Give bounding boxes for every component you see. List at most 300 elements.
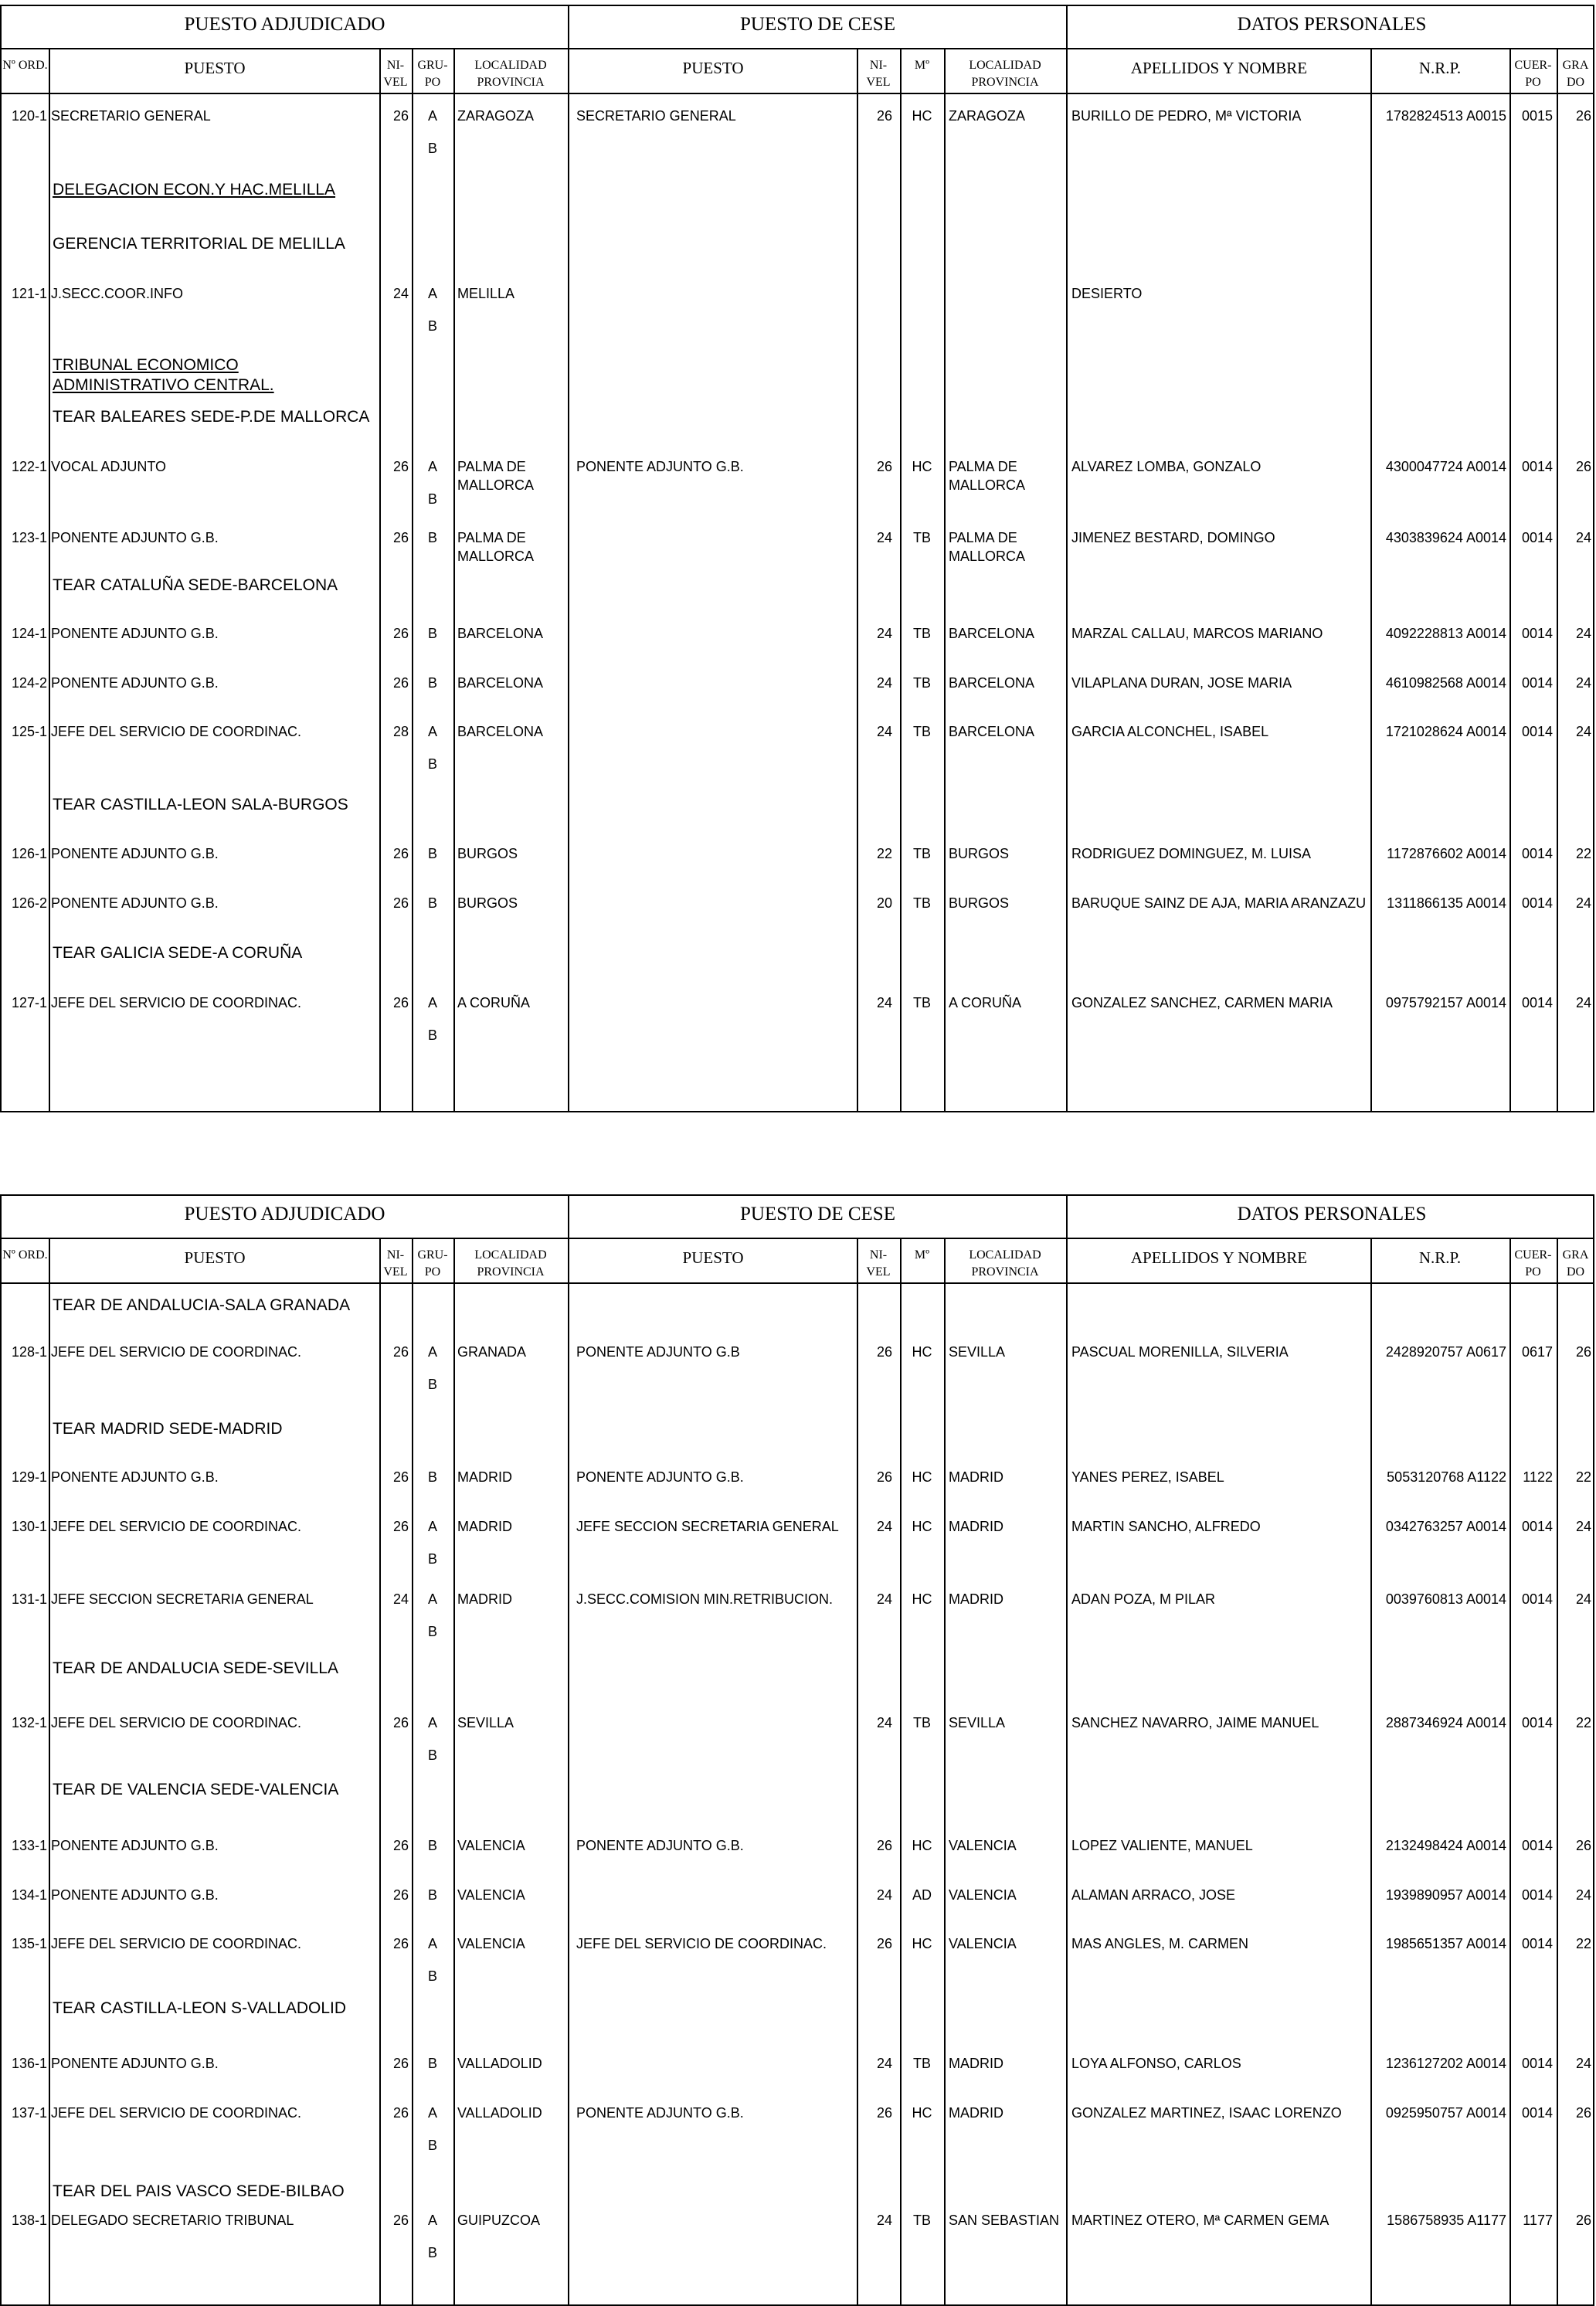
cell-grupo-secondary: B [427,141,437,156]
cell-ord: 137-1 [11,2105,47,2121]
cell-modo: AD [912,1887,932,1903]
cell-localidad: MELILLA [457,286,515,301]
cell-puesto: JEFE DEL SERVICIO DE COORDINAC. [51,1715,302,1730]
cell-ord: 123-1 [11,530,47,545]
table-page-2 [0,1194,1594,2306]
section-heading: DELEGACION ECON.Y HAC.MELILLA [53,181,336,199]
col-header-nivel: NI- VEL [383,1248,408,1279]
col-header-cese-localidad: LOCALIDAD PROVINCIA [969,1248,1041,1279]
cell-localidad: VALLADOLID [457,2105,542,2121]
cell-grupo-secondary: B [427,2245,437,2260]
column-divider [857,48,858,1112]
cell-nrp: 4610982568 A0014 [1385,675,1506,691]
cell-localidad: A CORUÑA [457,995,531,1010]
cell-grupo: A [427,1936,437,1951]
cell-nombre: DESIERTO [1071,286,1143,301]
cell-cese-nivel: 26 [876,108,892,124]
cell-nombre: ALAMAN ARRACO, JOSE [1071,1887,1236,1903]
col-header-grado: GRA DO [1562,1248,1589,1279]
cell-cese-nivel: 24 [876,724,892,739]
cell-cuerpo: 0014 [1521,1591,1553,1607]
column-divider [900,48,902,1112]
cell-grado: 24 [1575,995,1591,1010]
col-header-nrp: N.R.P. [1418,1248,1462,1267]
cell-nivel: 24 [392,1591,409,1607]
cell-nivel: 26 [392,1519,409,1534]
cell-cese-nivel: 26 [876,1344,892,1360]
cell-grupo-secondary: B [427,756,437,772]
cell-puesto: PONENTE ADJUNTO G.B. [51,626,219,641]
cell-grupo: A [427,1591,437,1607]
cell-cese-nivel: 22 [876,846,892,861]
cell-localidad: BURGOS [457,846,518,861]
col-header-puesto: PUESTO [184,59,246,77]
cell-ord: 120-1 [11,108,47,124]
cell-cese-nivel: 24 [876,626,892,641]
cell-cese-localidad: SEVILLA [949,1344,1006,1360]
cell-puesto: JEFE DEL SERVICIO DE COORDINAC. [51,2105,302,2121]
cell-grado: 24 [1575,895,1591,911]
cell-puesto: JEFE DEL SERVICIO DE COORDINAC. [51,1344,302,1360]
cell-puesto: JEFE DEL SERVICIO DE COORDINAC. [51,1936,302,1951]
column-divider [49,1238,50,2306]
column-divider [412,48,413,1112]
cell-cese-nivel: 24 [876,995,892,1010]
cell-cese-localidad: VALENCIA [949,1887,1017,1903]
cell-cese-localidad: A CORUÑA [949,995,1022,1010]
cell-cese-localidad: BARCELONA [949,724,1035,739]
cell-cese-nivel: 26 [876,459,892,474]
cell-grado: 24 [1575,530,1591,545]
cell-cese-nivel: 26 [876,1936,892,1951]
cell-cese-nivel: 24 [876,1591,892,1607]
cell-nivel: 26 [392,108,409,124]
cell-cese-localidad: SAN SEBASTIAN [949,2213,1060,2228]
cell-nombre: BARUQUE SAINZ DE AJA, MARIA ARANZAZU [1071,895,1367,911]
cell-grado: 24 [1575,724,1591,739]
cell-nrp: 0925950757 A0014 [1385,2105,1506,2121]
cell-puesto: PONENTE ADJUNTO G.B. [51,530,219,545]
cell-grupo: A [427,459,437,474]
cell-grupo-secondary: B [427,1377,437,1392]
column-divider [1370,1238,1372,2306]
cell-nivel: 28 [392,724,409,739]
cell-cese-localidad: BARCELONA [949,626,1035,641]
cell-nivel: 26 [392,626,409,641]
cell-cese-nivel: 24 [876,530,892,545]
cell-grado: 22 [1575,1715,1591,1730]
cell-cese-nivel: 26 [876,2105,892,2121]
cell-nombre: MARTIN SANCHO, ALFREDO [1071,1519,1261,1534]
cell-cese-puesto: PONENTE ADJUNTO G.B. [576,1838,744,1853]
cell-nivel: 26 [392,1469,409,1485]
cell-nrp: 0975792157 A0014 [1385,995,1506,1010]
section-heading: TEAR DE VALENCIA SEDE-VALENCIA [53,1781,339,1798]
col-header-grado: GRA DO [1562,59,1589,89]
cell-grupo: A [427,1715,437,1730]
cell-nombre: MARTINEZ OTERO, Mª CARMEN GEMA [1071,2213,1329,2228]
cell-ord: 138-1 [11,2213,47,2228]
cell-nombre: ALVAREZ LOMBA, GONZALO [1071,459,1262,474]
col-header-localidad: LOCALIDAD PROVINCIA [474,1248,547,1279]
cell-nrp: 1782824513 A0015 [1385,108,1506,124]
cell-cese-localidad: MADRID [949,1519,1003,1534]
group-header-puesto-de-cese: PUESTO DE CESE [740,14,895,35]
cell-modo: HC [912,1344,932,1360]
cell-puesto: J.SECC.COOR.INFO [51,286,184,301]
cell-puesto: JEFE DEL SERVICIO DE COORDINAC. [51,1519,302,1534]
cell-grupo: A [427,995,437,1010]
cell-ord: 127-1 [11,995,47,1010]
cell-cese-nivel: 24 [876,2056,892,2071]
cell-puesto: PONENTE ADJUNTO G.B. [51,1887,219,1903]
cell-ord: 124-1 [11,626,47,641]
cell-cese-puesto: PONENTE ADJUNTO G.B. [576,2105,744,2121]
col-header-grupo: GRU- PO [417,1248,448,1279]
cell-grado: 26 [1575,459,1591,474]
cell-ord: 124-2 [11,675,47,691]
cell-grupo: A [427,108,437,124]
cell-cese-localidad: ZARAGOZA [949,108,1026,124]
cell-nrp: 2132498424 A0014 [1385,1838,1506,1853]
cell-cuerpo: 0014 [1521,675,1553,691]
column-divider [944,1238,946,2306]
section-heading: TEAR CATALUÑA SEDE-BARCELONA [53,576,338,594]
cell-grupo-secondary: B [427,1968,437,1984]
cell-grupo-secondary: B [427,1624,437,1639]
cell-localidad: BARCELONA [457,626,544,641]
cell-grupo: B [427,1469,437,1485]
cell-cese-nivel: 24 [876,2213,892,2228]
cell-nivel: 26 [392,995,409,1010]
cell-ord: 134-1 [11,1887,47,1903]
cell-cese-localidad: MADRID [949,1469,1003,1485]
col-header-apellidos: APELLIDOS Y NOMBRE [1130,1248,1308,1267]
column-divider [857,1238,858,2306]
cell-nivel: 26 [392,895,409,911]
cell-nrp: 1586758935 A1177 [1387,2213,1506,2228]
cell-nombre: GONZALEZ SANCHEZ, CARMEN MARIA [1071,995,1333,1010]
cell-modo: TB [912,846,931,861]
cell-cese-puesto: PONENTE ADJUNTO G.B. [576,1469,744,1485]
header-divider [2,48,1594,49]
col-header-n-ord: Nº ORD. [2,59,48,72]
cell-nombre: GONZALEZ MARTINEZ, ISAAC LORENZO [1071,2105,1342,2121]
column-divider [1370,48,1372,1112]
cell-modo: HC [912,2105,932,2121]
cell-grado: 22 [1575,846,1591,861]
col-header-cese-nivel: NI- VEL [866,59,891,89]
cell-grado: 26 [1575,1838,1591,1853]
col-header-cese-localidad: LOCALIDAD PROVINCIA [969,59,1041,89]
cell-nivel: 26 [392,1887,409,1903]
section-heading: TEAR CASTILLA-LEON S-VALLADOLID [53,1999,347,2017]
cell-puesto: PONENTE ADJUNTO G.B. [51,895,219,911]
cell-modo: HC [912,108,932,124]
cell-grado: 24 [1575,1591,1591,1607]
cell-nivel: 26 [392,1715,409,1730]
cell-nombre: JIMENEZ BESTARD, DOMINGO [1071,530,1275,545]
col-header-modo: Mº [914,1248,930,1262]
cell-cese-localidad: PALMA DE MALLORCA [949,459,1026,493]
cell-nivel: 26 [392,846,409,861]
cell-grado: 22 [1575,1469,1591,1485]
cell-cese-nivel: 24 [876,1887,892,1903]
col-header-cese-puesto: PUESTO [682,1248,744,1267]
cell-grupo: A [427,2105,437,2121]
cell-nombre: MAS ANGLES, M. CARMEN [1071,1936,1249,1951]
section-heading: TEAR DE ANDALUCIA SEDE-SEVILLA [53,1659,338,1677]
cell-cuerpo: 0014 [1521,459,1553,474]
cell-nombre: GARCIA ALCONCHEL, ISABEL [1071,724,1269,739]
cell-modo: TB [912,995,931,1010]
cell-puesto: DELEGADO SECRETARIO TRIBUNAL [51,2213,294,2228]
cell-ord: 128-1 [11,1344,47,1360]
cell-localidad: BARCELONA [457,724,544,739]
cell-grupo: B [427,895,437,911]
cell-nombre: VILAPLANA DURAN, JOSE MARIA [1071,675,1292,691]
cell-ord: 135-1 [11,1936,47,1951]
cell-nrp: 1311866135 A0014 [1387,895,1506,911]
cell-nrp: 0039760813 A0014 [1385,1591,1506,1607]
cell-nivel: 26 [392,675,409,691]
cell-modo: TB [912,2213,931,2228]
cell-puesto: PONENTE ADJUNTO G.B. [51,2056,219,2071]
cell-grupo: B [427,675,437,691]
column-divider [453,1238,455,2306]
column-divider [1066,6,1068,1112]
cell-nrp: 4303839624 A0014 [1385,530,1506,545]
cell-localidad: MADRID [457,1519,512,1534]
cell-grado: 22 [1575,1936,1591,1951]
column-divider [49,48,50,1112]
cell-cuerpo: 0014 [1521,1715,1553,1730]
cell-nivel: 26 [392,2105,409,2121]
cell-grado: 26 [1575,2213,1591,2228]
cell-modo: HC [912,1936,932,1951]
cell-cuerpo: 0014 [1521,2105,1553,2121]
column-divider [944,48,946,1112]
cell-localidad: VALENCIA [457,1838,525,1853]
header-divider [2,1282,1594,1284]
cell-cese-puesto: JEFE SECCION SECRETARIA GENERAL [576,1519,839,1534]
cell-grado: 26 [1575,2105,1591,2121]
cell-nombre: LOYA ALFONSO, CARLOS [1071,2056,1241,2071]
group-header-puesto-de-cese: PUESTO DE CESE [740,1204,895,1224]
cell-grupo: B [427,626,437,641]
cell-nivel: 24 [392,286,409,301]
cell-localidad: MADRID [457,1591,512,1607]
cell-puesto: JEFE DEL SERVICIO DE COORDINAC. [51,724,302,739]
cell-nrp: 1172876602 A0014 [1387,846,1506,861]
cell-ord: 133-1 [11,1838,47,1853]
section-heading: TEAR GALICIA SEDE-A CORUÑA [53,944,303,962]
cell-modo: TB [912,626,931,641]
cell-cese-puesto: SECRETARIO GENERAL [576,108,736,124]
column-divider [379,48,381,1112]
cell-cese-puesto: PONENTE ADJUNTO G.B [576,1344,740,1360]
cell-grupo-secondary: B [427,318,437,334]
cell-cese-localidad: BURGOS [949,846,1010,861]
cell-modo: TB [912,724,931,739]
cell-nrp: 4300047724 A0014 [1385,459,1506,474]
section-heading: TEAR CASTILLA-LEON SALA-BURGOS [53,796,348,813]
cell-nivel: 26 [392,459,409,474]
section-heading: GERENCIA TERRITORIAL DE MELILLA [53,235,345,253]
group-header-puesto-adjudicado: PUESTO ADJUDICADO [184,14,385,35]
col-header-nrp: N.R.P. [1418,59,1462,77]
cell-cuerpo: 0014 [1521,1838,1553,1853]
column-divider [1066,1196,1068,2306]
cell-cese-puesto: JEFE DEL SERVICIO DE COORDINAC. [576,1936,827,1951]
group-header-puesto-adjudicado: PUESTO ADJUDICADO [184,1204,385,1224]
col-header-cese-puesto: PUESTO [682,59,744,77]
cell-cuerpo: 1122 [1523,1469,1553,1485]
cell-grado: 24 [1575,626,1591,641]
cell-grupo-secondary: B [427,1747,437,1763]
group-header-datos-personales: DATOS PERSONALES [1237,1204,1427,1224]
cell-localidad: MADRID [457,1469,512,1485]
cell-cese-localidad: MADRID [949,2105,1003,2121]
cell-grado: 26 [1575,1344,1591,1360]
cell-ord: 122-1 [11,459,47,474]
cell-puesto: PONENTE ADJUNTO G.B. [51,1469,219,1485]
section-heading: TEAR BALEARES SEDE-P.DE MALLORCA [53,408,370,426]
cell-cuerpo: 0617 [1521,1344,1553,1360]
cell-nivel: 26 [392,2056,409,2071]
cell-nivel: 26 [392,1838,409,1853]
cell-ord: 130-1 [11,1519,47,1534]
cell-cese-localidad: VALENCIA [949,1838,1017,1853]
cell-grupo-secondary: B [427,1551,437,1567]
cell-nrp: 4092228813 A0014 [1385,626,1506,641]
cell-ord: 129-1 [11,1469,47,1485]
cell-nombre: BURILLO DE PEDRO, Mª VICTORIA [1071,108,1302,124]
cell-cese-localidad: MADRID [949,1591,1003,1607]
col-header-apellidos: APELLIDOS Y NOMBRE [1130,59,1308,77]
cell-modo: TB [912,895,931,911]
cell-nrp: 1939890957 A0014 [1385,1887,1506,1903]
cell-ord: 126-2 [11,895,47,911]
cell-localidad: PALMA DE MALLORCA [457,530,535,564]
section-heading: TEAR DEL PAIS VASCO SEDE-BILBAO [53,2182,345,2200]
cell-localidad: ZARAGOZA [457,108,535,124]
cell-nombre: ADAN POZA, M PILAR [1071,1591,1216,1607]
column-divider [379,1238,381,2306]
cell-cuerpo: 0014 [1521,1936,1553,1951]
cell-puesto: PONENTE ADJUNTO G.B. [51,846,219,861]
cell-localidad: PALMA DE MALLORCA [457,459,535,493]
cell-cese-puesto: PONENTE ADJUNTO G.B. [576,459,744,474]
cell-cuerpo: 0014 [1521,530,1553,545]
column-divider [1509,1238,1511,2306]
cell-puesto: SECRETARIO GENERAL [51,108,211,124]
section-heading: TEAR DE ANDALUCIA-SALA GRANADA [53,1296,351,1314]
cell-ord: 131-1 [11,1591,47,1607]
column-divider [1509,48,1511,1112]
cell-grupo-secondary: B [427,2138,437,2153]
cell-nivel: 26 [392,1344,409,1360]
cell-nombre: SANCHEZ NAVARRO, JAIME MANUEL [1071,1715,1319,1730]
cell-nombre: YANES PEREZ, ISABEL [1071,1469,1224,1485]
cell-localidad: GRANADA [457,1344,527,1360]
column-divider [1557,1238,1558,2306]
cell-modo: HC [912,459,932,474]
cell-grupo: A [427,1519,437,1534]
cell-cuerpo: 0014 [1521,995,1553,1010]
cell-nrp: 0342763257 A0014 [1385,1519,1506,1534]
cell-localidad: VALENCIA [457,1936,525,1951]
col-header-grupo: GRU- PO [417,59,448,89]
cell-nivel: 26 [392,1936,409,1951]
cell-nivel: 26 [392,530,409,545]
cell-grado: 24 [1575,1887,1591,1903]
cell-nombre: PASCUAL MORENILLA, SILVERIA [1071,1344,1289,1360]
cell-nrp: 2428920757 A0617 [1385,1344,1506,1360]
cell-ord: 132-1 [11,1715,47,1730]
cell-cese-localidad: PALMA DE MALLORCA [949,530,1026,564]
cell-ord: 126-1 [11,846,47,861]
header-divider [2,93,1594,94]
cell-localidad: VALENCIA [457,1887,525,1903]
cell-modo: TB [912,530,931,545]
cell-ord: 121-1 [11,286,47,301]
cell-cese-localidad: SEVILLA [949,1715,1006,1730]
cell-puesto: JEFE DEL SERVICIO DE COORDINAC. [51,995,302,1010]
col-header-modo: Mº [914,59,930,72]
col-header-cuerpo: CUER- PO [1514,1248,1552,1279]
cell-localidad: GUIPUZCOA [457,2213,541,2228]
cell-cese-puesto: J.SECC.COMISION MIN.RETRIBUCION. [576,1591,834,1607]
header-divider [2,1238,1594,1239]
col-header-cese-nivel: NI- VEL [866,1248,891,1279]
cell-localidad: SEVILLA [457,1715,514,1730]
cell-cese-localidad: MADRID [949,2056,1003,2071]
cell-nrp: 5053120768 A1122 [1387,1469,1506,1485]
group-header-datos-personales: DATOS PERSONALES [1237,14,1427,35]
cell-ord: 136-1 [11,2056,47,2071]
cell-nivel: 26 [392,2213,409,2228]
cell-nrp: 1721028624 A0014 [1385,724,1506,739]
cell-cese-nivel: 26 [876,1469,892,1485]
cell-grupo: A [427,2213,437,2228]
cell-puesto: PONENTE ADJUNTO G.B. [51,1838,219,1853]
cell-nombre: MARZAL CALLAU, MARCOS MARIANO [1071,626,1323,641]
cell-grupo: A [427,724,437,739]
cell-modo: HC [912,1838,932,1853]
cell-cuerpo: 0014 [1521,626,1553,641]
cell-grupo: B [427,2056,437,2071]
cell-nrp: 1236127202 A0014 [1385,2056,1506,2071]
cell-cuerpo: 0015 [1521,108,1553,124]
cell-localidad: BARCELONA [457,675,544,691]
col-header-localidad: LOCALIDAD PROVINCIA [474,59,547,89]
cell-cuerpo: 0014 [1521,846,1553,861]
col-header-cuerpo: CUER- PO [1514,59,1552,89]
cell-nrp: 1985651357 A0014 [1385,1936,1506,1951]
column-divider [900,1238,902,2306]
cell-localidad: BURGOS [457,895,518,911]
cell-cese-nivel: 26 [876,1838,892,1853]
cell-puesto: PONENTE ADJUNTO G.B. [51,675,219,691]
cell-modo: HC [912,1519,932,1534]
cell-cese-localidad: BURGOS [949,895,1010,911]
cell-cese-nivel: 24 [876,1715,892,1730]
cell-cese-nivel: 24 [876,1519,892,1534]
cell-grupo: A [427,286,437,301]
cell-grupo: B [427,846,437,861]
cell-cuerpo: 0014 [1521,1887,1553,1903]
